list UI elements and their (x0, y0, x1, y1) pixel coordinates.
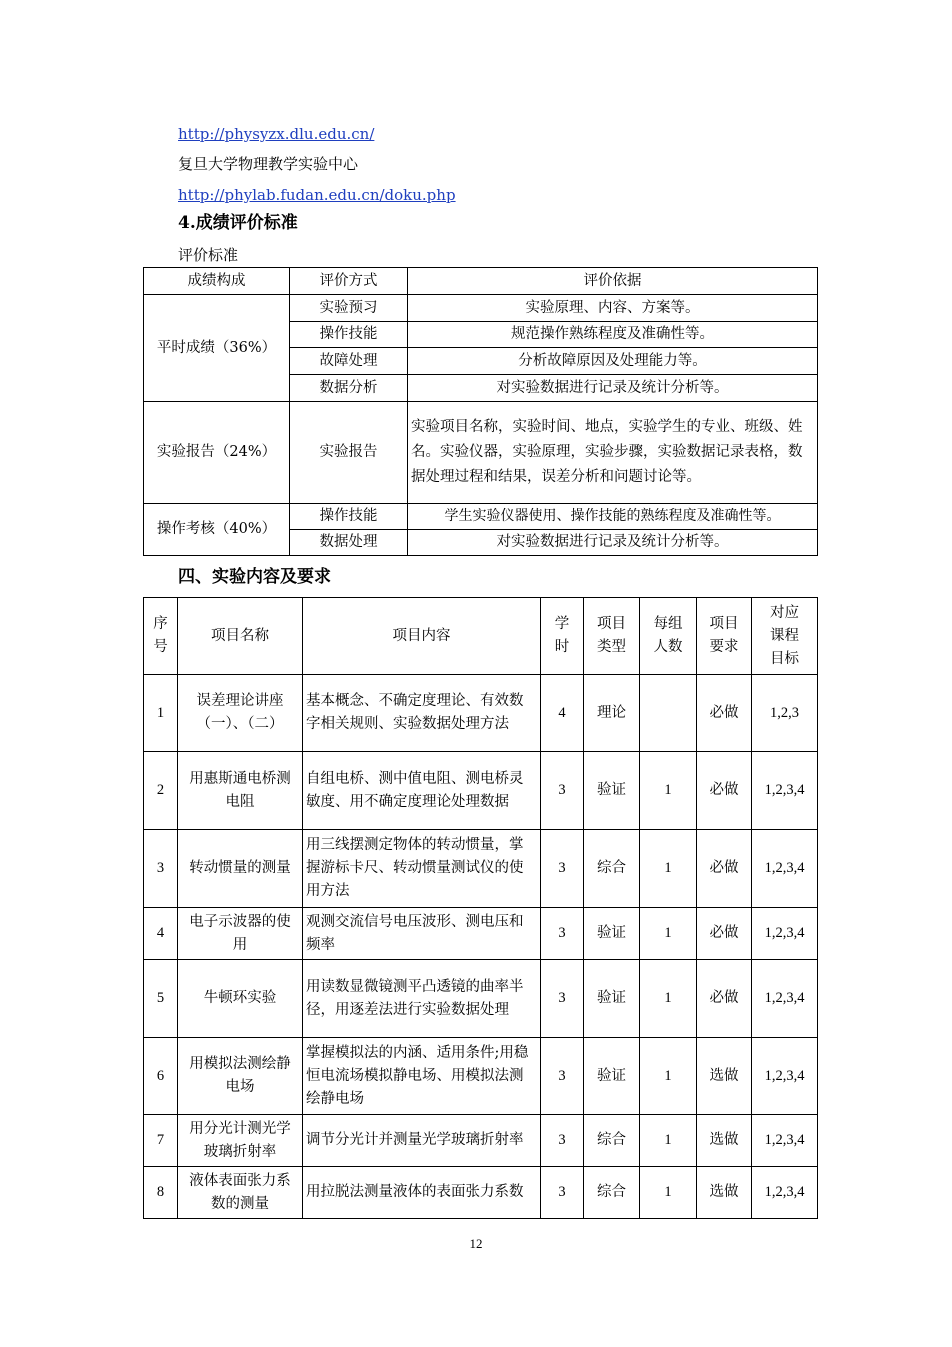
content-cell: 掌握模拟法的内涵、适用条件;用稳恒电流场模拟静电场、用模拟法测绘静电场 (303, 1038, 541, 1115)
experiment-row (144, 960, 818, 1038)
type-cell: 验证 (584, 1038, 640, 1115)
basis-cell: 分析故障原因及处理能力等。 (408, 348, 818, 375)
target-cell: 1,2,3,4 (752, 1038, 818, 1115)
experiment-row (144, 1115, 818, 1167)
type-cell: 综合 (584, 1167, 640, 1219)
name-cell: 用惠斯通电桥测电阻 (178, 752, 303, 830)
type-cell: 验证 (584, 752, 640, 830)
requirement-cell: 必做 (697, 960, 752, 1038)
method-cell: 数据分析 (290, 375, 408, 402)
grading-table (143, 267, 818, 556)
grading-row (144, 402, 818, 504)
grading-header-row (144, 268, 818, 295)
basis-cell: 对实验数据进行记录及统计分析等。 (408, 375, 818, 402)
header-seq: 序号 (144, 598, 178, 675)
target-cell: 1,2,3,4 (752, 1115, 818, 1167)
hours-cell: 3 (541, 1167, 584, 1219)
target-cell: 1,2,3 (752, 675, 818, 752)
experiments-table (143, 597, 818, 1219)
name-cell: 误差理论讲座（一）、（二） (178, 675, 303, 752)
method-cell: 操作技能 (290, 504, 408, 530)
hours-cell: 3 (541, 908, 584, 960)
seq-cell: 7 (144, 1115, 178, 1167)
seq-cell: 5 (144, 960, 178, 1038)
requirement-cell: 必做 (697, 752, 752, 830)
group-label-exam: 操作考核（40%） (144, 504, 290, 556)
seq-cell: 4 (144, 908, 178, 960)
basis-cell: 实验原理、内容、方案等。 (408, 295, 818, 322)
type-cell: 综合 (584, 1115, 640, 1167)
name-cell: 转动惯量的测量 (178, 830, 303, 908)
per-group-cell: 1 (640, 830, 697, 908)
hours-cell: 3 (541, 1038, 584, 1115)
hours-cell: 3 (541, 1115, 584, 1167)
per-group-cell (640, 675, 697, 752)
per-group-cell: 1 (640, 1115, 697, 1167)
target-cell: 1,2,3,4 (752, 908, 818, 960)
experiments-header-row (144, 598, 818, 675)
hours-cell: 3 (541, 752, 584, 830)
content-cell: 自组电桥、测中值电阻、测电桥灵敏度、用不确定度理论处理数据 (303, 752, 541, 830)
basis-cell: 对实验数据进行记录及统计分析等。 (408, 530, 818, 556)
group-label-report: 实验报告（24%） (144, 402, 290, 504)
seq-cell: 1 (144, 675, 178, 752)
method-cell: 实验报告 (290, 402, 408, 504)
method-cell: 实验预习 (290, 295, 408, 322)
target-cell: 1,2,3,4 (752, 1167, 818, 1219)
header-composition: 成绩构成 (144, 268, 290, 295)
name-cell: 液体表面张力系数的测量 (178, 1167, 303, 1219)
type-cell: 综合 (584, 830, 640, 908)
header-hours: 学时 (541, 598, 584, 675)
target-cell: 1,2,3,4 (752, 830, 818, 908)
requirement-cell: 选做 (697, 1038, 752, 1115)
content-cell: 用读数显微镜测平凸透镜的曲率半径，用逐差法进行实验数据处理 (303, 960, 541, 1038)
page-number: 12 (469, 1236, 483, 1251)
per-group-cell: 1 (640, 960, 697, 1038)
header-method: 评价方式 (290, 268, 408, 295)
per-group-cell: 1 (640, 908, 697, 960)
header-target: 对应课程目标 (752, 598, 818, 675)
requirement-cell: 选做 (697, 1167, 752, 1219)
content-cell: 观测交流信号电压波形、测电压和频率 (303, 908, 541, 960)
section-heading-grading: 4.成绩评价标准 (178, 213, 298, 233)
method-cell: 操作技能 (290, 322, 408, 348)
hours-cell: 3 (541, 830, 584, 908)
name-cell: 用模拟法测绘静电场 (178, 1038, 303, 1115)
basis-cell: 规范操作熟练程度及准确性等。 (408, 322, 818, 348)
content-cell: 用三线摆测定物体的转动惯量，掌握游标卡尺、转动惯量测试仪的使用方法 (303, 830, 541, 908)
header-per-group: 每组人数 (640, 598, 697, 675)
header-requirement: 项目要求 (697, 598, 752, 675)
content-cell: 基本概念、不确定度理论、有效数字相关规则、实验数据处理方法 (303, 675, 541, 752)
per-group-cell: 1 (640, 1038, 697, 1115)
name-cell: 用分光计测光学玻璃折射率 (178, 1115, 303, 1167)
header-basis: 评价依据 (408, 268, 818, 295)
seq-cell: 3 (144, 830, 178, 908)
grading-subheading: 评价标准 (178, 246, 239, 264)
link-fudan[interactable]: http://phylab.fudan.edu.cn/doku.php (178, 186, 456, 204)
seq-cell: 6 (144, 1038, 178, 1115)
basis-cell: 实验项目名称，实验时间、地点，实验学生的专业、班级、姓名。实验仪器，实验原理，实验步骤，实验数据记录表格，数据处理过程和结果，误差分析和问题讨论等。 (408, 402, 818, 504)
basis-cell: 学生实验仪器使用、操作技能的熟练程度及准确性等。 (408, 504, 818, 530)
grading-row (144, 295, 818, 322)
experiment-row (144, 1167, 818, 1219)
content-cell: 调节分光计并测量光学玻璃折射率 (303, 1115, 541, 1167)
group-label-regular: 平时成绩（36%） (144, 295, 290, 402)
hours-cell: 4 (541, 675, 584, 752)
target-cell: 1,2,3,4 (752, 960, 818, 1038)
fudan-center-name: 复旦大学物理教学实验中心 (178, 155, 359, 173)
header-type: 项目类型 (584, 598, 640, 675)
per-group-cell: 1 (640, 752, 697, 830)
seq-cell: 8 (144, 1167, 178, 1219)
requirement-cell: 选做 (697, 1115, 752, 1167)
requirement-cell: 必做 (697, 830, 752, 908)
type-cell: 验证 (584, 908, 640, 960)
method-cell: 数据处理 (290, 530, 408, 556)
name-cell: 电子示波器的使用 (178, 908, 303, 960)
hours-cell: 3 (541, 960, 584, 1038)
per-group-cell: 1 (640, 1167, 697, 1219)
requirement-cell: 必做 (697, 908, 752, 960)
seq-cell: 2 (144, 752, 178, 830)
grading-row (144, 504, 818, 530)
requirement-cell: 必做 (697, 675, 752, 752)
method-cell: 故障处理 (290, 348, 408, 375)
experiment-row (144, 752, 818, 830)
experiment-row (144, 830, 818, 908)
content-cell: 用拉脱法测量液体的表面张力系数 (303, 1167, 541, 1219)
type-cell: 验证 (584, 960, 640, 1038)
target-cell: 1,2,3,4 (752, 752, 818, 830)
name-cell: 牛顿环实验 (178, 960, 303, 1038)
type-cell: 理论 (584, 675, 640, 752)
experiment-row (144, 1038, 818, 1115)
header-name: 项目名称 (178, 598, 303, 675)
experiment-row (144, 908, 818, 960)
link-dlu[interactable]: http://physyzx.dlu.edu.cn/ (178, 125, 375, 143)
header-content: 项目内容 (303, 598, 541, 675)
experiment-row (144, 675, 818, 752)
section-heading-experiments: 四、实验内容及要求 (178, 567, 331, 587)
